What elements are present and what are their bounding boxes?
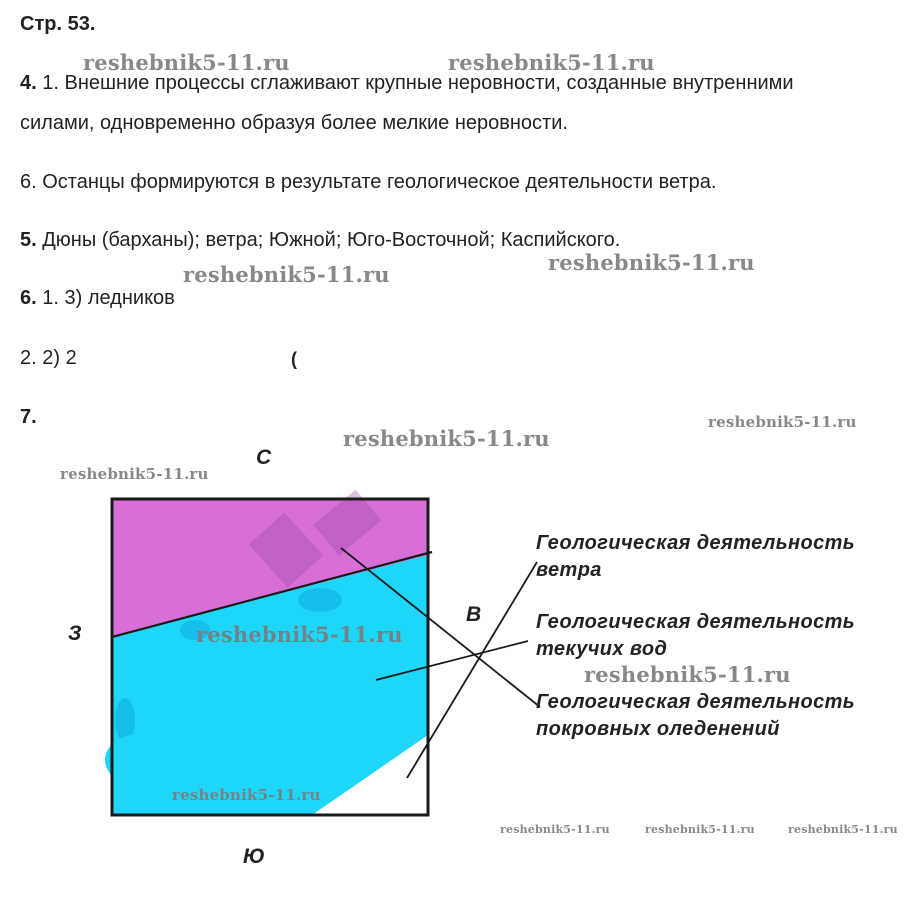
- watermark: reshebnik5-11.ru: [183, 262, 390, 287]
- watermark: reshebnik5-11.ru: [343, 426, 550, 451]
- water-blob: [105, 734, 175, 786]
- label-glacier-line1: Геологическая деятельность: [536, 691, 856, 713]
- watermark: reshebnik5-11.ru: [448, 50, 655, 75]
- east-label: В: [466, 603, 482, 626]
- label-water-line1: Геологическая деятельность: [536, 611, 856, 633]
- watermark: reshebnik5-11.ru: [60, 465, 209, 483]
- label-wind: [536, 530, 855, 584]
- answer-number: 6.: [20, 287, 37, 309]
- label-water: [536, 609, 855, 663]
- west-label: З: [68, 622, 82, 645]
- answer-text: Дюны (барханы); ветра; Южной; Юго-Восточной; Каспийского.: [42, 229, 621, 251]
- answer-text: силами, одновременно образуя более мелкие неровности.: [20, 112, 568, 134]
- answer-number: 7.: [20, 406, 37, 428]
- watermark: reshebnik5-11.ru: [708, 413, 857, 431]
- north-label: С: [256, 446, 272, 469]
- south-label: Ю: [243, 845, 265, 868]
- watermark: reshebnik5-11.ru: [500, 823, 610, 836]
- watermark: reshebnik5-11.ru: [172, 786, 321, 804]
- watermark: reshebnik5-11.ru: [584, 662, 791, 687]
- answer-text: 1. Внешние процессы сглаживают крупные неровности, созданные внутренними: [42, 72, 794, 94]
- watermark: reshebnik5-11.ru: [645, 823, 755, 836]
- answer-number: 4.: [20, 72, 37, 94]
- label-water-line2: текучих вод: [536, 638, 668, 660]
- stray-mark: (: [291, 349, 297, 369]
- answer-text: 6. Останцы формируются в результате геологическое деятельности ветра.: [20, 171, 717, 193]
- answer-text: 1. 3) ледников: [42, 287, 175, 309]
- watermark: reshebnik5-11.ru: [548, 250, 755, 275]
- watermark: reshebnik5-11.ru: [788, 823, 898, 836]
- watermark: reshebnik5-11.ru: [196, 622, 403, 647]
- label-glacier-line2: покровных оледенений: [536, 718, 780, 740]
- watermark: reshebnik5-11.ru: [83, 50, 290, 75]
- label-wind-line1: Геологическая деятельность: [536, 532, 856, 554]
- page-title: Стр. 53.: [20, 13, 96, 35]
- answer-number: 5.: [20, 229, 37, 251]
- label-glacier: [536, 689, 855, 743]
- answer-text: 2. 2) 2: [20, 347, 77, 369]
- label-wind-line2: ветра: [536, 559, 602, 581]
